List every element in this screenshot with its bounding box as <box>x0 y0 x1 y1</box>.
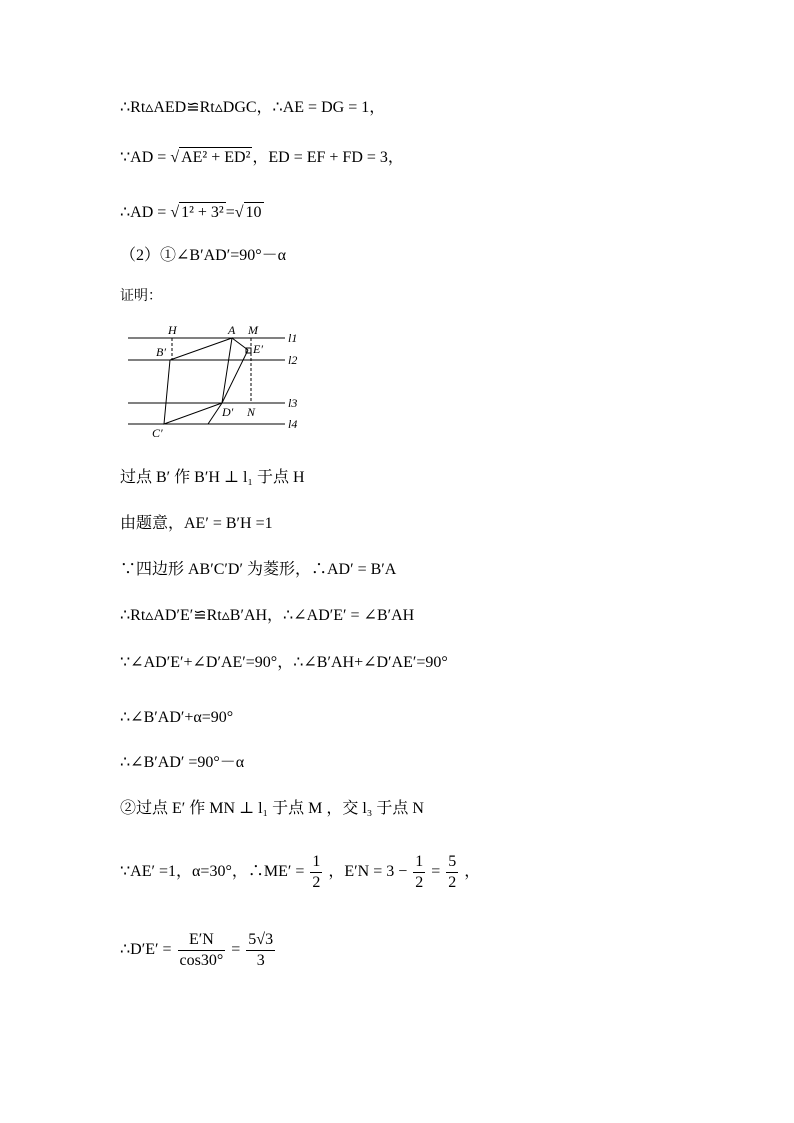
line-15 <box>120 930 277 971</box>
label-c: C′ <box>152 426 163 440</box>
text: = <box>231 941 241 959</box>
fraction: $\frac{5}{2}$ <box>448 853 457 891</box>
label-h: H <box>168 323 177 337</box>
line-8: ∵四边形 AB′C′D′ 为菱形，∴AD′ = B′A <box>120 561 397 578</box>
text: = <box>225 204 235 221</box>
line-5: 证明： <box>120 288 162 304</box>
text: ，ED = EF + FD = 3， <box>252 149 404 166</box>
fraction: $\frac{1}{2}$ <box>415 853 424 891</box>
label-m: M <box>248 323 258 337</box>
label-n: N <box>247 405 256 419</box>
label-l4: l4 <box>288 417 298 431</box>
line-9: ∴Rt▵AD′E′≌Rt▵B′AH，∴∠AD′E′ = ∠B′AH <box>120 607 415 624</box>
fraction: $\frac{5√3}{3}$ <box>248 931 274 969</box>
fraction: $\frac{E'N}{\cos 30^\circ}$ <box>179 931 224 969</box>
line-14 <box>120 852 480 893</box>
sqrt-expression: AE² + ED² <box>181 149 251 166</box>
segment-c <box>208 403 222 424</box>
line-12: ∴∠B′AD′ =90°－α <box>120 754 245 771</box>
label-d: D′ <box>222 405 234 419</box>
text: = <box>431 863 441 881</box>
line-3: ∴AD = √ 1² + 3² =√ 10 <box>120 204 262 221</box>
text: ， <box>464 863 481 881</box>
text: ∴AD = <box>120 204 171 221</box>
line-6: 过点 B′ 作 B′H ⊥ l₁ 于点 H <box>120 469 305 486</box>
line-11: ∴∠B′AD′+α=90° <box>120 709 234 726</box>
label-a: A <box>228 323 236 337</box>
text: ，E′N = 3 − <box>328 863 408 881</box>
label-e: E′ <box>253 342 263 356</box>
sqrt-expression: 10 <box>245 204 262 221</box>
fraction: $\frac{1}{2}$ <box>312 853 321 891</box>
line-7: 由题意，AE′ = B′H =1 <box>120 515 273 532</box>
line-13: ②过点 E′ 作 MN ⊥ l₁ 于点 M ，交 l₃ 于点 N <box>120 800 424 817</box>
line-2: ∵AD = √ AE² + ED² ，ED = EF + FD = 3， <box>120 149 404 166</box>
text: ∴D′E′ = <box>120 941 172 959</box>
text: ∵AD = <box>120 149 171 166</box>
line-4: （2）①∠B′AD′=90°－α <box>120 247 286 264</box>
label-l3: l3 <box>288 396 298 410</box>
label-l1: l1 <box>288 331 298 345</box>
label-l2: l2 <box>288 353 298 367</box>
line-1: ∴Rt▵AED≌Rt▵DGC，∴AE = DG = 1， <box>120 99 386 116</box>
geometry-figure <box>120 320 310 440</box>
text: ∵AE′ =1，α=30°，∴ME′ = <box>120 863 305 881</box>
line-10: ∵∠AD′E′+∠D′AE′=90°，∴∠B′AH+∠D′AE′=90° <box>120 654 448 671</box>
sqrt-expression: 1² + 3² <box>181 204 224 221</box>
label-b: B′ <box>156 345 166 359</box>
